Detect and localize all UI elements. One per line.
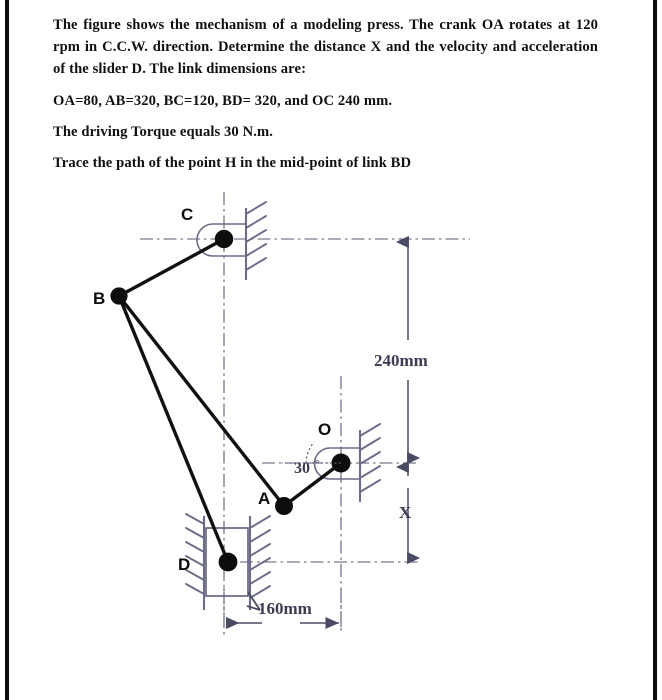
- label-d: D: [178, 555, 191, 574]
- angle-degree-symbol: °: [315, 458, 320, 470]
- problem-statement: [53, 14, 598, 183]
- dim-240-label: 240mm: [374, 351, 428, 370]
- hatching-d-left: [186, 514, 204, 594]
- angle-value: 30: [294, 460, 310, 477]
- hatching-c: [246, 202, 266, 270]
- dimension-160mm: [224, 588, 341, 630]
- joint-c: [215, 230, 233, 248]
- problem-paragraph-1: The figure shows the mechanism of a modeling press. The crank OA rotates at 120 rpm in C.C.W. direction. Determine the distance X and the velocity and acceleration of the slider D. The link dimensions are:: [53, 17, 598, 78]
- hatching-o: [360, 424, 380, 492]
- label-b: B: [93, 289, 106, 308]
- link-oa: [284, 463, 341, 506]
- problem-paragraph-4: Trace the path of the point H in the mid-point of link BD: [53, 154, 412, 171]
- label-o: O: [318, 420, 332, 439]
- dim-x-label: X: [399, 503, 412, 522]
- link-bd: [119, 296, 228, 562]
- problem-paragraph-3: The driving Torque equals 30 N.m.: [53, 123, 273, 140]
- joint-d: [219, 553, 238, 572]
- dim-160-label: 160mm: [258, 599, 312, 618]
- linkage: [119, 239, 341, 562]
- problem-paragraph-2: OA=80, AB=320, BC=120, BD= 320, and OC 240 mm.: [53, 92, 393, 109]
- dimension-x: [399, 467, 412, 558]
- hatching-d-right: [250, 516, 270, 598]
- link-ab: [119, 296, 284, 506]
- mechanism-svg: [0, 180, 662, 650]
- link-bc: [119, 239, 224, 296]
- joint-a: [275, 497, 293, 515]
- mechanism-figure: [0, 180, 662, 650]
- label-a: A: [258, 489, 271, 508]
- joint-b: [110, 287, 127, 304]
- dimension-240mm: [374, 242, 428, 458]
- label-c: C: [181, 205, 194, 224]
